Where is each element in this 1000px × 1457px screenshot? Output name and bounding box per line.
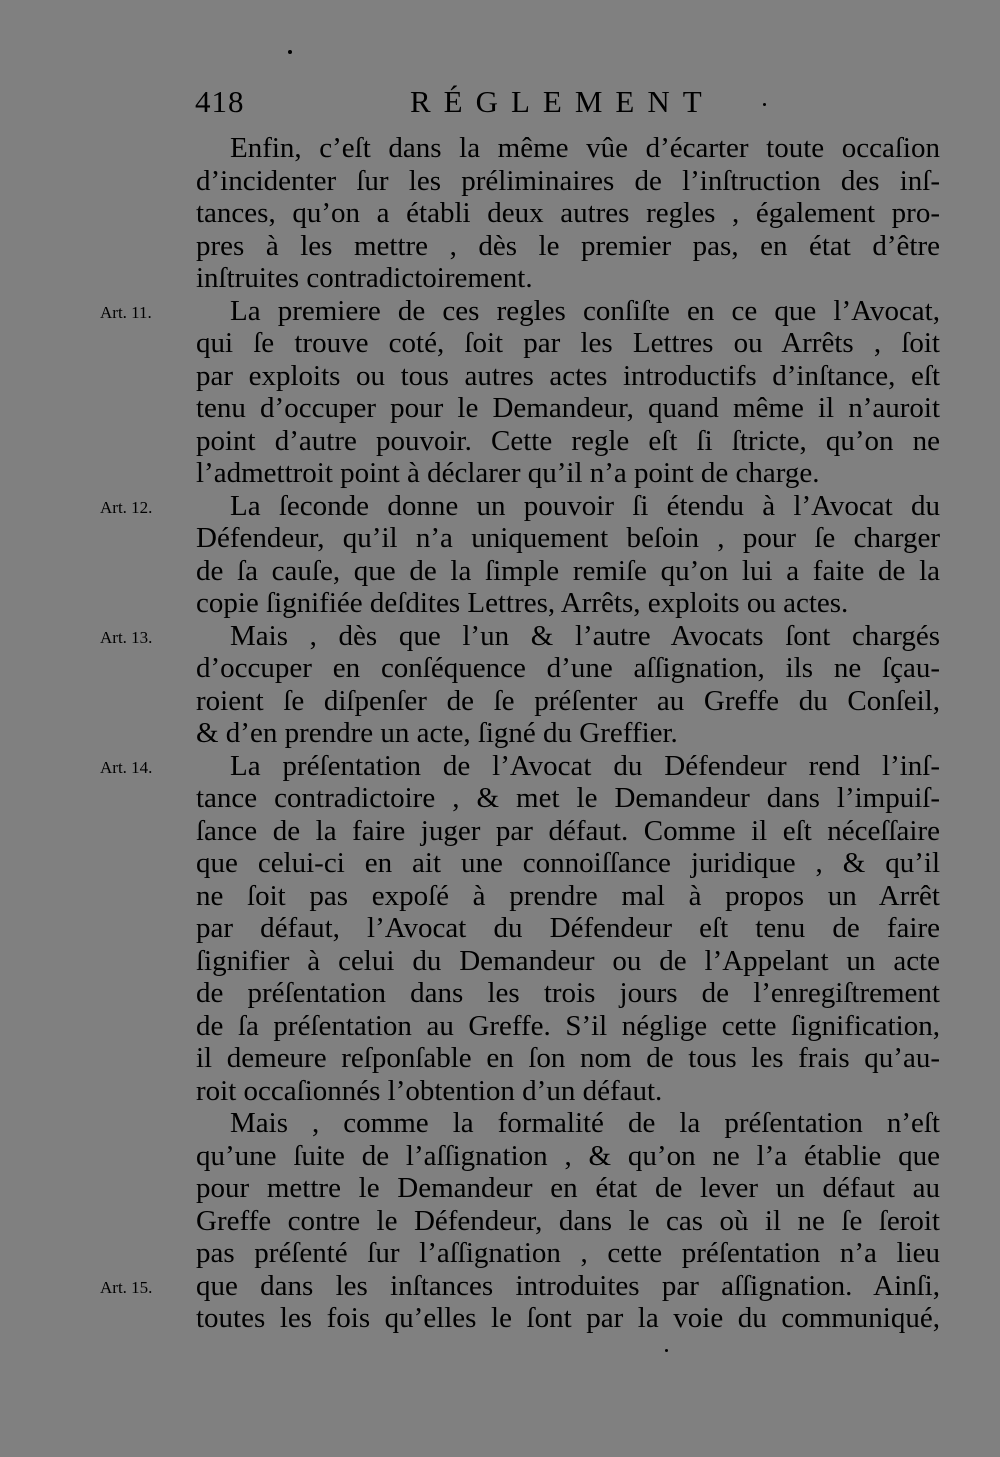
text-line: tenu d’occuper pour le Demandeur, quand même il n’auroit (196, 392, 940, 424)
text-line: copie ſignifiée deſdites Lettres, Arrêts, exploits ou actes. (196, 587, 849, 619)
text-line: tances, qu’on a établi deux autres regles , également pro- (196, 197, 940, 229)
text-line: La ſeconde donne un pouvoir ſi étendu à l’Avocat du (230, 489, 940, 522)
text-line: par exploits ou tous autres actes introductifs d’inſtance, eſt (196, 359, 940, 392)
text-line: La préſentation de l’Avocat du Défendeur rend l’inſ- (230, 749, 940, 782)
ink-speck (288, 50, 292, 54)
text-line: Enfin, c’eſt dans la même vûe d’écarter toute occaſion (230, 132, 940, 164)
text-line: roit occaſionnés l’obtention d’un défaut. (196, 1074, 663, 1107)
running-head: RÉGLEMENT (410, 84, 715, 119)
margin-note-article: Art. 12. (100, 497, 153, 517)
page-header (195, 84, 940, 128)
text-line: par défaut, l’Avocat du Défendeur eſt tenu de faire (196, 912, 940, 944)
body-text (196, 132, 940, 1335)
text-line: ne ſoit pas expoſé à prendre mal à propos un Arrêt (196, 879, 940, 912)
margin-note-article: Art. 14. (100, 757, 153, 777)
text-line: toutes les fois qu’elles le ſont par la voie du communiqué, (196, 1302, 940, 1334)
text-line: point d’autre pouvoir. Cette regle eſt ſi ſtricte, qu’on ne (196, 424, 940, 457)
text-line: inſtruites contradictoirement. (196, 262, 533, 294)
page-number: 418 (195, 84, 245, 119)
margin-note-article: Art. 11. (100, 302, 152, 322)
text-line: de ſa préſentation au Greffe. S’il néglige cette ſignification, (196, 1009, 940, 1042)
text-line: l’admettroit point à déclarer qu’il n’a point de charge. (196, 457, 820, 489)
text-line: qu’une ſuite de l’aſſignation , & qu’on ne l’a établie que (196, 1139, 940, 1172)
text-line: d’occuper en conſéquence d’une aſſignation, ils ne ſçau- (196, 652, 940, 684)
text-line: pres à les mettre , dès le premier pas, en état d’être (196, 229, 940, 262)
text-line: ſignifier à celui du Demandeur ou de l’Appelant un acte (196, 944, 940, 977)
text-line: roient ſe diſpenſer de ſe préſenter au Greffe du Conſeil, (196, 684, 940, 717)
text-line: de préſentation dans les trois jours de l’enregiſtrement (196, 977, 940, 1009)
text-line: Défendeur, qu’il n’a uniquement beſoin , pour ſe charger (196, 522, 940, 554)
text-line: d’incidenter ſur les préliminaires de l’inſtruction des inſ- (196, 164, 940, 197)
text-line: La premiere de ces regles conſiſte en ce que l’Avocat, (230, 294, 940, 327)
text-line: qui ſe trouve coté, ſoit par les Lettres ou Arrêts , ſoit (196, 327, 940, 359)
ink-speck (665, 1349, 668, 1352)
text-line: pas préſenté ſur l’aſſignation , cette préſentation n’a lieu (196, 1237, 940, 1269)
text-line: ſance de la faire juger par défaut. Comme il eſt néceſſaire (196, 814, 940, 847)
text-line: & d’en prendre un acte, ſigné du Greffier. (196, 717, 678, 749)
text-line: Mais , dès que l’un & l’autre Avocats ſont chargés (230, 619, 940, 652)
text-line: Mais , comme la formalité de la préſentation n’eſt (230, 1107, 940, 1139)
margin-note-article: Art. 15. (100, 1277, 153, 1297)
margin-note-article: Art. 13. (100, 627, 153, 647)
text-line: de ſa cauſe, que de la ſimple remiſe qu’on lui a faite de la (196, 554, 940, 587)
text-line: tance contradictoire , & met le Demandeur dans l’impuiſ- (196, 782, 940, 814)
text-line: il demeure reſponſable en ſon nom de tous les frais qu’au- (196, 1042, 940, 1074)
text-line: que celui-ci en ait une connoiſſance juridique , & qu’il (196, 847, 940, 879)
text-line: Greffe contre le Défendeur, dans le cas où il ne ſe ſeroit (196, 1204, 940, 1237)
text-line: pour mettre le Demandeur en état de lever un défaut au (196, 1172, 940, 1204)
text-line: que dans les inſtances introduites par aſſignation. Ainſi, (196, 1269, 940, 1302)
